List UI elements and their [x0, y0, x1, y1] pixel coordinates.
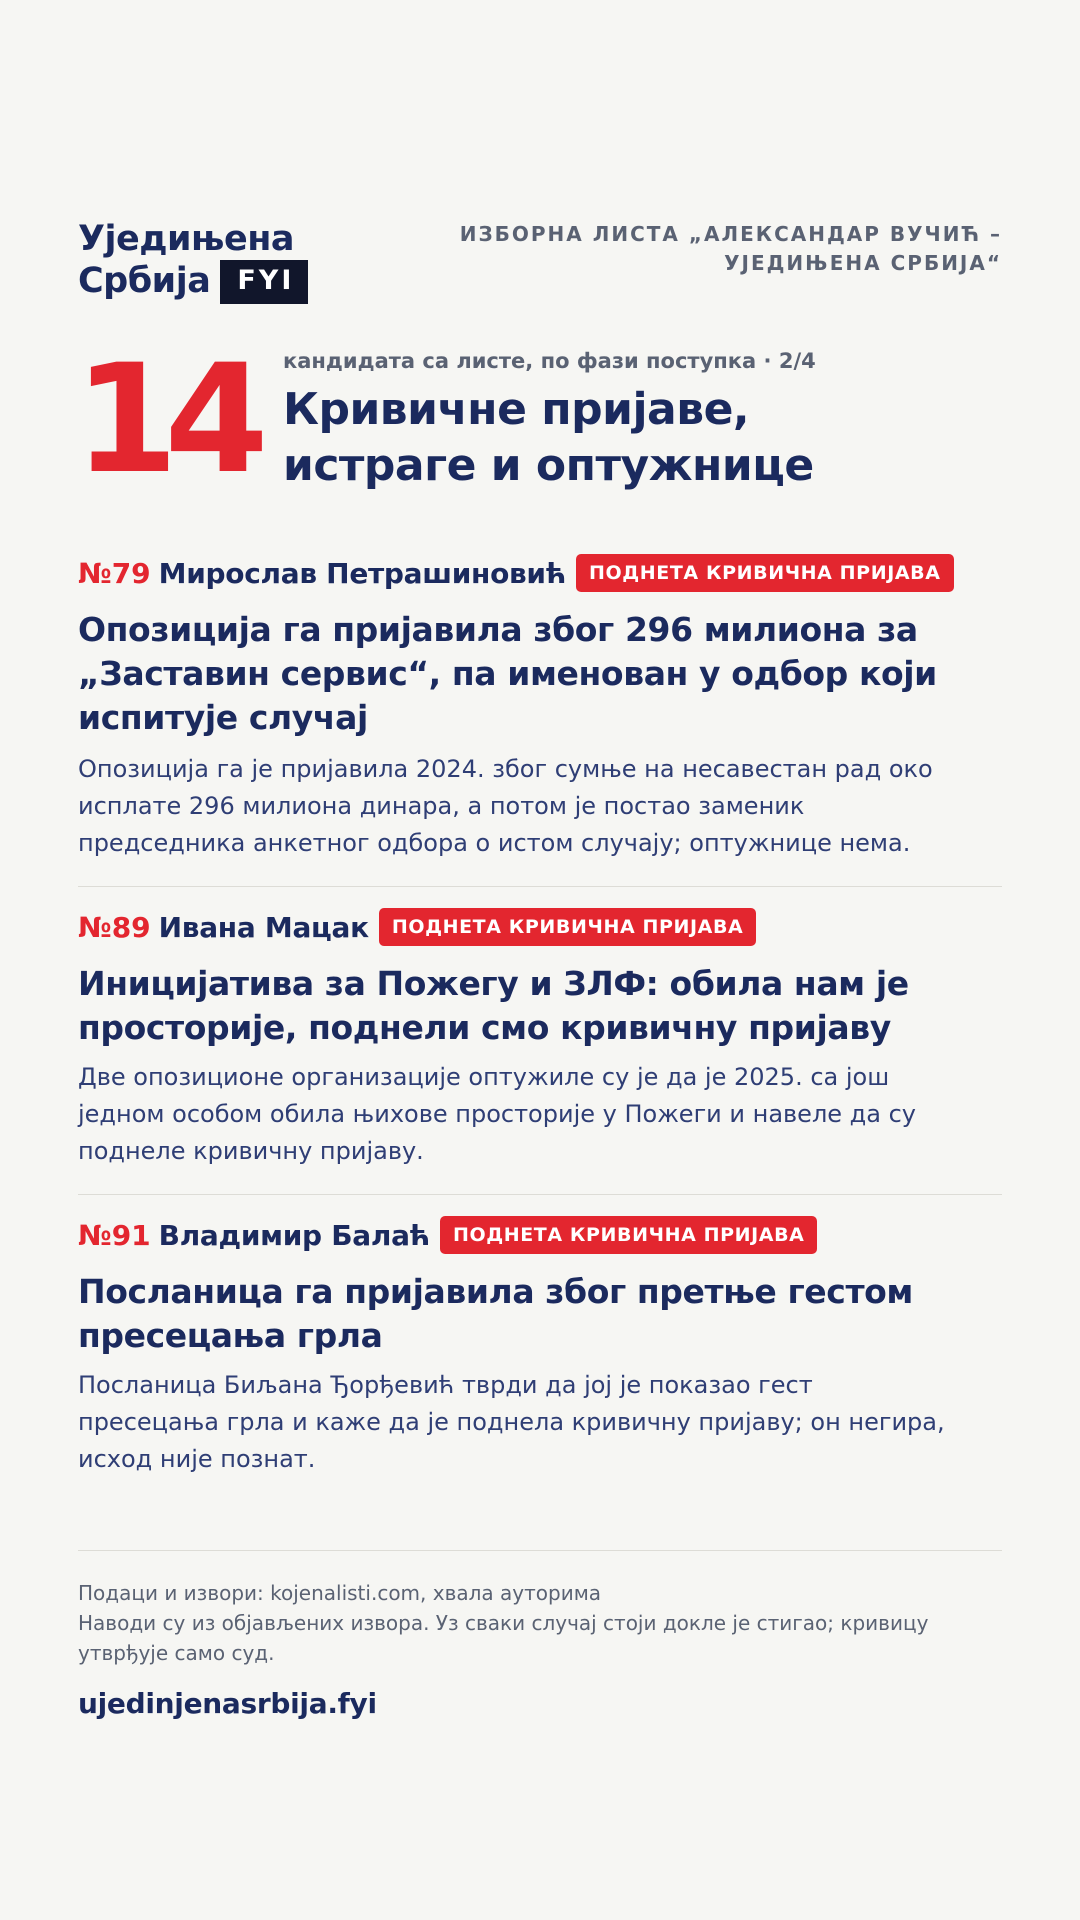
footer-divider	[78, 1550, 1002, 1551]
page-title	[283, 382, 1003, 494]
description-line: исход није познат.	[78, 1445, 316, 1473]
description-line: Посланица Биљана Ђорђевић тврди да јој је показао гест	[78, 1371, 813, 1399]
description-line: Опозиција га је пријавила 2024. због сумње на несавестан рад око	[78, 755, 933, 783]
entry-header	[78, 552, 954, 594]
description-line: поднеле кривичну пријаву.	[78, 1137, 424, 1165]
entry-divider	[78, 886, 1002, 887]
entry-headline	[78, 1270, 1002, 1358]
candidate-count: 14	[74, 333, 255, 507]
logo-line-1: Уједињена	[78, 219, 295, 259]
footer-notes	[78, 1578, 1002, 1668]
list-title-line-1: ИЗБОРНА ЛИСТА „АЛЕКСАНДАР ВУЧИЋ –	[459, 222, 1002, 246]
hero-subtitle: кандидата са листе, по фази поступка · 2/4	[283, 349, 816, 373]
entry-description	[78, 1367, 1002, 1478]
status-badge: ПОДНЕТА КРИВИЧНА ПРИЈАВА	[440, 1216, 818, 1254]
headline-line: Иницијатива за Пожегу и ЗЛФ: обила нам је	[78, 964, 909, 1003]
infographic-page	[74, 0, 1002, 1920]
candidate-number: №91	[78, 1218, 151, 1252]
page-title-line-2: истраге и оптужнице	[283, 440, 814, 491]
candidate-name: Ивана Мацак	[158, 910, 369, 944]
entry-headline	[78, 608, 1002, 740]
candidate-name: Мирослав Петрашиновић	[158, 556, 567, 590]
description-line: једном особом обила њихове просторије у Пожеги и навеле да су	[78, 1100, 917, 1128]
electoral-list-title	[442, 220, 1002, 278]
entry-header	[78, 1214, 817, 1256]
headline-line: просторије, поднели смо кривичну пријаву	[78, 1008, 891, 1047]
entry-header	[78, 906, 756, 948]
logo-line-2	[78, 260, 338, 302]
footer-disclaimer-line-1: Наводи су из објављених извора. Уз сваки случај стоји докле је стигао; кривицу	[78, 1611, 929, 1635]
logo-word: Србија	[78, 261, 211, 301]
hero	[74, 333, 1002, 507]
footer-disclaimer-line-2: утврђује само суд.	[78, 1641, 275, 1665]
status-badge: ПОДНЕТА КРИВИЧНА ПРИЈАВА	[576, 554, 954, 592]
headline-line: Посланица га пријавила због претње гестом	[78, 1272, 914, 1311]
entry-description	[78, 1059, 1002, 1170]
description-line: Две опозиционе организације оптужиле су је да је 2025. са још	[78, 1063, 890, 1091]
entry-divider	[78, 1194, 1002, 1195]
status-badge: ПОДНЕТА КРИВИЧНА ПРИЈАВА	[379, 908, 757, 946]
site-url: ujedinjenasrbija.fyi	[78, 1687, 377, 1720]
candidate-name: Владимир Балаћ	[158, 1218, 430, 1252]
entry-headline	[78, 962, 1002, 1050]
description-line: исплате 296 милиона динара, а потом је постао заменик	[78, 792, 805, 820]
candidate-number: №79	[78, 556, 151, 590]
headline-line: Опозиција га пријавила због 296 милиона за	[78, 610, 918, 649]
candidate-number: №89	[78, 910, 151, 944]
headline-line: пресецања грла	[78, 1316, 383, 1355]
description-line: пресецања грла и каже да је поднела кривичну пријаву; он негира,	[78, 1408, 945, 1436]
entry-description	[78, 751, 1002, 862]
headline-line: испитује случај	[78, 698, 368, 737]
headline-line: „Заставин сервис“, па именован у одбор који	[78, 654, 937, 693]
description-line: председника анкетног одбора о истом случају; оптужнице нема.	[78, 829, 911, 857]
page-title-line-1: Кривичне пријаве,	[283, 384, 750, 435]
header	[78, 218, 1002, 308]
logo-fyi-tag: FYI	[220, 260, 308, 304]
footer-sources: Подаци и извори: kojenalisti.com, хвала ауторима	[78, 1581, 602, 1605]
list-title-line-2: УЈЕДИЊЕНА СРБИЈА“	[724, 251, 1002, 275]
brand-logo	[78, 218, 338, 302]
